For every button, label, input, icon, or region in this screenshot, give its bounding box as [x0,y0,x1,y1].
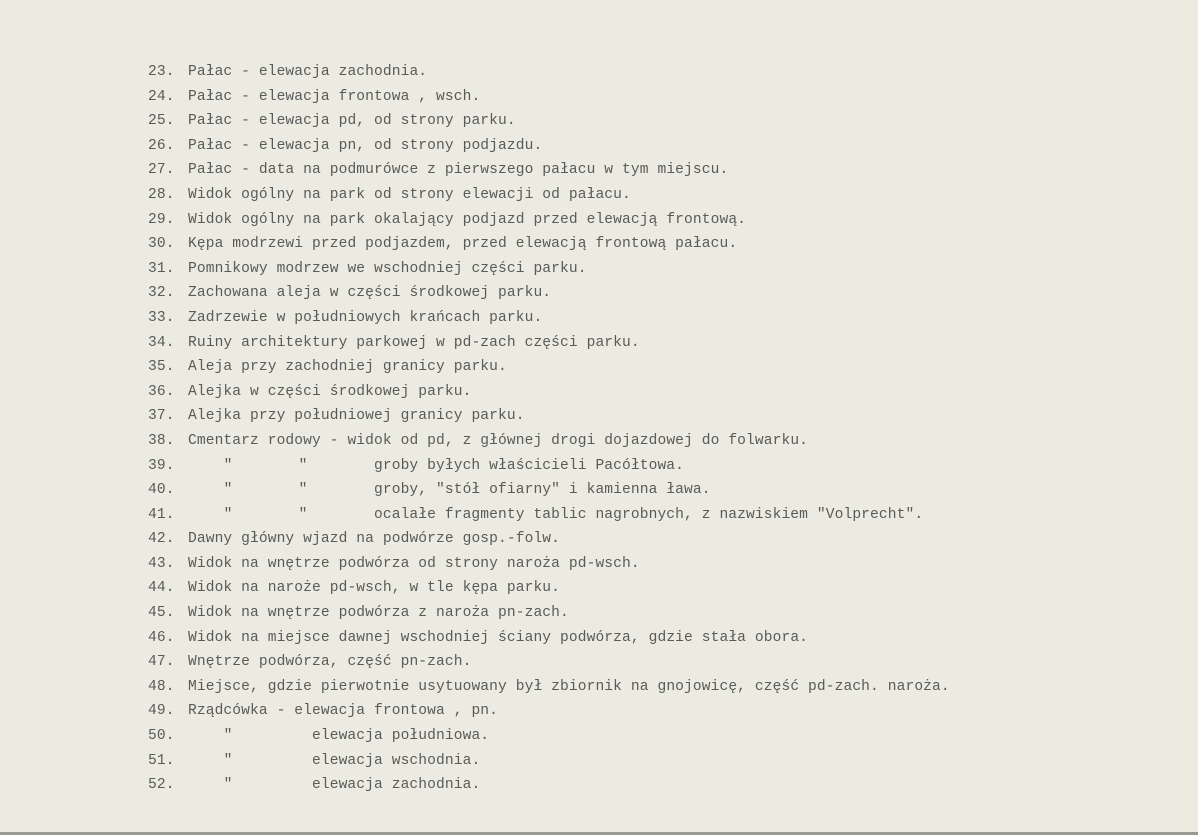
list-item [148,281,950,306]
item-number: 25. [148,113,175,130]
list-item [148,699,950,724]
item-number: 50. [148,728,175,745]
list-item [148,109,950,134]
item-number: 47. [148,654,175,671]
ditto-mark: " [298,506,308,523]
item-text: elewacja zachodnia. [312,777,481,794]
item-text: Pałac - data na podmurówce z pierwszego pałacu w tym miejscu. [188,162,729,179]
item-number: 43. [148,555,175,572]
item-number: 36. [148,383,175,400]
list-item [148,331,950,356]
item-text: ocalałe fragmenty tablic nagrobnych, z nazwiskiem "Volprecht". [374,506,924,523]
list-item [148,576,950,601]
item-number: 29. [148,211,175,228]
item-text: Widok na wnętrze podwórza od strony naroża pd-wsch. [188,555,640,572]
item-text: Widok ogólny na park od strony elewacji od pałacu. [188,186,631,203]
item-text: Dawny główny wjazd na podwórze gosp.-folw. [188,531,561,548]
ditto-mark: " [223,457,233,474]
item-number: 32. [148,285,175,302]
item-number: 38. [148,432,175,449]
list-item [148,527,950,552]
list-item [148,257,950,282]
item-text: Rządcówka - elewacja frontowa , pn. [188,703,499,720]
item-text: Pomnikowy modrzew we wschodniej części parku. [188,260,587,277]
item-text: Pałac - elewacja pd, od strony parku. [188,113,516,130]
item-text: elewacja południowa. [312,728,490,745]
list-item [148,208,950,233]
ditto-mark: " [223,777,233,794]
item-number: 31. [148,260,175,277]
item-number: 42. [148,531,175,548]
item-number: 51. [148,752,175,769]
list-item [148,454,950,479]
ditto-mark: " [223,482,233,499]
list-item [148,404,950,429]
list-item [148,503,950,528]
item-text: Zachowana aleja w części środkowej parku. [188,285,552,302]
ditto-mark: " [223,728,233,745]
item-text: elewacja wschodnia. [312,752,481,769]
list-item [148,773,950,798]
item-number: 48. [148,678,175,695]
ditto-mark: " [298,457,308,474]
list-item [148,355,950,380]
item-number: 52. [148,777,175,794]
list-item [148,183,950,208]
item-text: groby, "stół ofiarny" i kamienna ława. [374,482,711,499]
list-item [148,478,950,503]
list-item [148,60,950,85]
item-text: Cmentarz rodowy - widok od pd, z głównej drogi dojazdowej do folwarku. [188,432,809,449]
item-text: Widok ogólny na park okalający podjazd przed elewacją frontową. [188,211,747,228]
list-item [148,675,950,700]
item-text: Wnętrze podwórza, część pn-zach. [188,654,472,671]
item-number: 41. [148,506,175,523]
list-item [148,650,950,675]
item-number: 35. [148,359,175,376]
item-text: Zadrzewie w południowych krańcach parku. [188,309,543,326]
item-text: Aleja przy zachodniej granicy parku. [188,359,507,376]
ditto-mark: " [223,506,233,523]
item-number: 27. [148,162,175,179]
item-text: Ruiny architektury parkowej w pd-zach części parku. [188,334,640,351]
item-number: 44. [148,580,175,597]
list-item [148,306,950,331]
item-number: 46. [148,629,175,646]
item-text: Miejsce, gdzie pierwotnie usytuowany był zbiornik na gnojowicę, część pd-zach. naroża. [188,678,950,695]
item-text: Alejka przy południowej granicy parku. [188,408,525,425]
item-text: Pałac - elewacja frontowa , wsch. [188,88,481,105]
item-text: Alejka w części środkowej parku. [188,383,472,400]
ditto-mark: " [223,752,233,769]
photo-caption-list [148,60,950,798]
item-number: 28. [148,186,175,203]
item-number: 26. [148,137,175,154]
list-item [148,552,950,577]
item-text: Widok na wnętrze podwórza z naroża pn-zach. [188,605,569,622]
list-item [148,380,950,405]
list-item [148,134,950,159]
item-number: 24. [148,88,175,105]
item-number: 40. [148,482,175,499]
item-text: Kępa modrzewi przed podjazdem, przed elewacją frontową pałacu. [188,236,738,253]
item-number: 37. [148,408,175,425]
item-text: Widok na naroże pd-wsch, w tle kępa parku. [188,580,561,597]
item-text: Widok na miejsce dawnej wschodniej ściany podwórza, gdzie stała obora. [188,629,809,646]
list-item [148,749,950,774]
item-number: 30. [148,236,175,253]
item-text: groby byłych właścicieli Pacółtowa. [374,457,685,474]
list-item [148,626,950,651]
list-item [148,85,950,110]
list-item [148,232,950,257]
ditto-mark: " [298,482,308,499]
item-number: 45. [148,605,175,622]
list-item [148,601,950,626]
list-item [148,724,950,749]
item-number: 49. [148,703,175,720]
item-number: 34. [148,334,175,351]
item-text: Pałac - elewacja zachodnia. [188,64,428,80]
item-number: 33. [148,309,175,326]
item-number: 23. [148,64,175,80]
list-item [148,429,950,454]
list-item [148,158,950,183]
item-text: Pałac - elewacja pn, od strony podjazdu. [188,137,543,154]
item-number: 39. [148,457,175,474]
